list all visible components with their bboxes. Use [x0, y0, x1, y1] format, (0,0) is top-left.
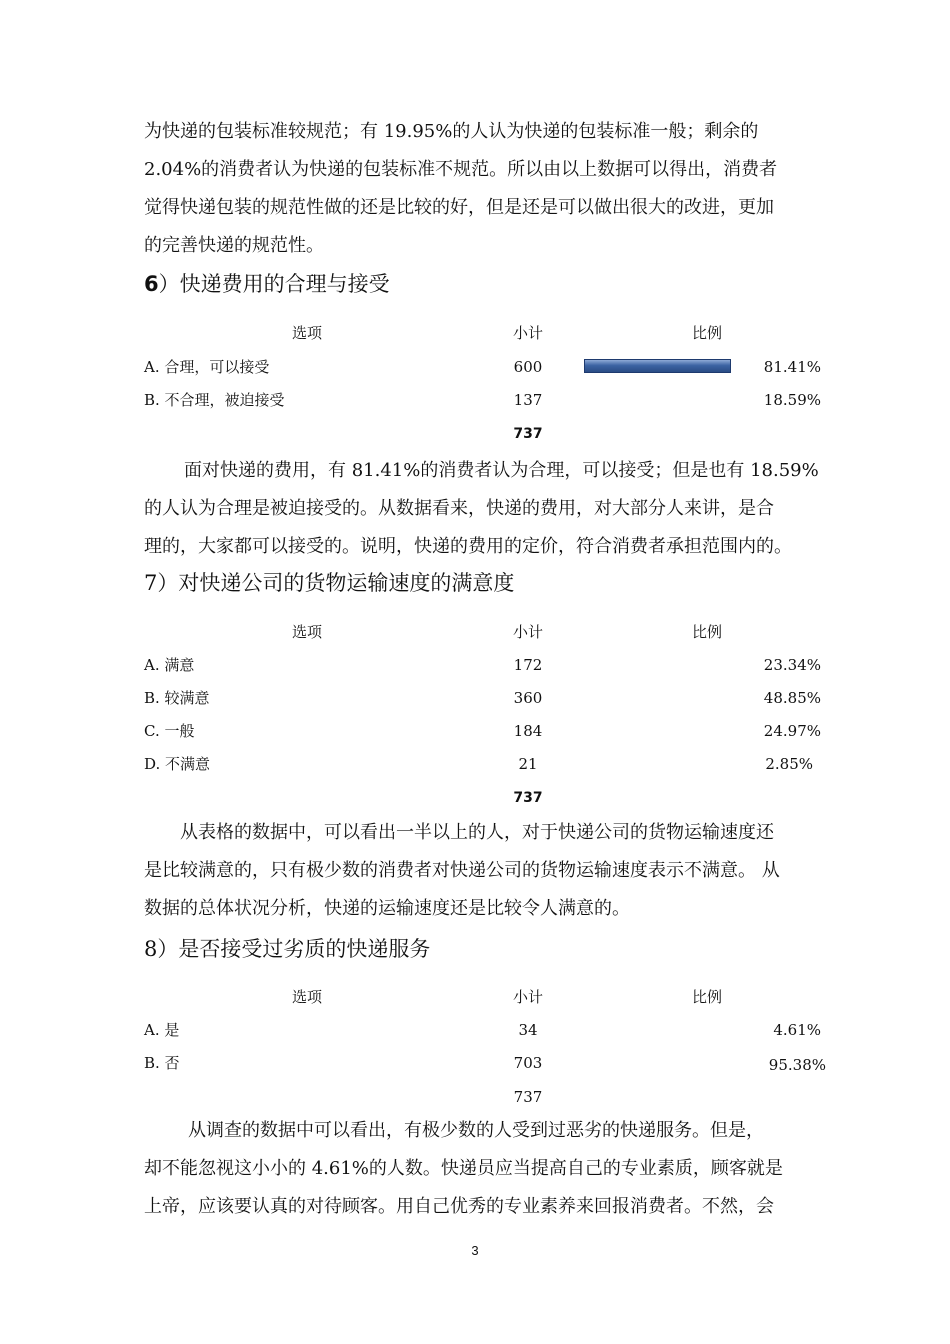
- section7-paragraph: [144, 814, 819, 928]
- paragraph-line: 却不能忽视这小小的 4.61%的人数。快递员应当提高自己的专业素质，顾客就是: [144, 1158, 783, 1179]
- option-count: 600: [513, 358, 543, 376]
- option-count: 137: [513, 391, 543, 409]
- section6-title: ）快递费用的合理与接受: [158, 272, 390, 296]
- header-ratio: 比例: [692, 623, 723, 641]
- paragraph-line: 从调查的数据中可以看出，有极少数的人受到过恶劣的快递服务。但是，: [188, 1120, 764, 1141]
- option-label: A. 是: [144, 1021, 180, 1039]
- table-total: 737: [513, 1088, 543, 1106]
- intro-line: 为快递的包装标准较规范；有 19.95%的人认为快递的包装标准一般；剩余的: [144, 121, 759, 142]
- paragraph-line: 的人认为合理是被迫接受的。从数据看来，快递的费用，对大部分人来讲，是合: [144, 498, 774, 519]
- paragraph-line: 数据的总体状况分析，快递的运输速度还是比较令人满意的。: [144, 898, 630, 919]
- section6-heading: [144, 269, 390, 299]
- option-count: 172: [513, 656, 543, 674]
- option-count: 21: [518, 755, 538, 773]
- header-count: 小计: [513, 623, 544, 641]
- header-option: 选项: [292, 623, 323, 641]
- header-option: 选项: [292, 324, 323, 342]
- header-count: 小计: [513, 324, 544, 342]
- header-count: 小计: [513, 988, 544, 1006]
- option-percent: 95.38%: [768, 1056, 826, 1074]
- option-percent: 2.85%: [765, 755, 813, 773]
- intro-line: 觉得快递包装的规范性做的还是比较的好，但是还是可以做出很大的改进，更加: [144, 197, 774, 218]
- intro-paragraph: [144, 113, 819, 265]
- option-label: A. 合理，可以接受: [144, 358, 270, 376]
- table-total: 737: [513, 790, 543, 806]
- table-total: 737: [513, 426, 543, 442]
- section8-paragraph: [144, 1112, 819, 1226]
- section8-heading: 8）是否接受过劣质的快递服务: [144, 937, 431, 961]
- option-label: B. 不合理，被迫接受: [144, 391, 285, 409]
- section6-paragraph: [144, 452, 819, 566]
- section6-number: 6: [144, 272, 159, 296]
- option-label: B. 否: [144, 1054, 180, 1072]
- option-percent: 24.97%: [763, 722, 821, 740]
- paragraph-line: 上帝，应该要认真的对待顾客。用自己优秀的专业素养来回报消费者。不然，会: [144, 1196, 774, 1217]
- ratio-bar: [584, 359, 731, 373]
- option-label: D. 不满意: [144, 755, 211, 773]
- option-label: A. 满意: [144, 656, 195, 674]
- option-count: 703: [513, 1054, 543, 1072]
- option-percent: 18.59%: [763, 391, 821, 409]
- option-label: C. 一般: [144, 722, 195, 740]
- paragraph-line: 面对快递的费用，有 81.41%的消费者认为合理，可以接受；但是也有 18.59%: [184, 460, 819, 481]
- intro-line: 的完善快递的规范性。: [144, 235, 324, 256]
- option-count: 184: [513, 722, 543, 740]
- option-label: B. 较满意: [144, 689, 210, 707]
- option-percent: 23.34%: [763, 656, 821, 674]
- intro-line: 2.04%的消费者认为快递的包装标准不规范。所以由以上数据可以得出，消费者: [144, 159, 778, 180]
- option-count: 360: [513, 689, 543, 707]
- section7-heading: 7）对快递公司的货物运输速度的满意度: [144, 571, 515, 595]
- option-percent: 81.41%: [763, 358, 821, 376]
- paragraph-line: 理的，大家都可以接受的。说明，快递的费用的定价，符合消费者承担范围内的。: [144, 536, 792, 557]
- header-ratio: 比例: [692, 988, 723, 1006]
- paragraph-line: 是比较满意的，只有极少数的消费者对快递公司的货物运输速度表示不满意。 从: [144, 860, 780, 881]
- option-percent: 4.61%: [773, 1021, 821, 1039]
- paragraph-line: 从表格的数据中，可以看出一半以上的人，对于快递公司的货物运输速度还: [180, 822, 774, 843]
- header-ratio: 比例: [692, 324, 723, 342]
- page-number: 3: [471, 1243, 479, 1258]
- header-option: 选项: [292, 988, 323, 1006]
- option-percent: 48.85%: [763, 689, 821, 707]
- option-count: 34: [518, 1021, 538, 1039]
